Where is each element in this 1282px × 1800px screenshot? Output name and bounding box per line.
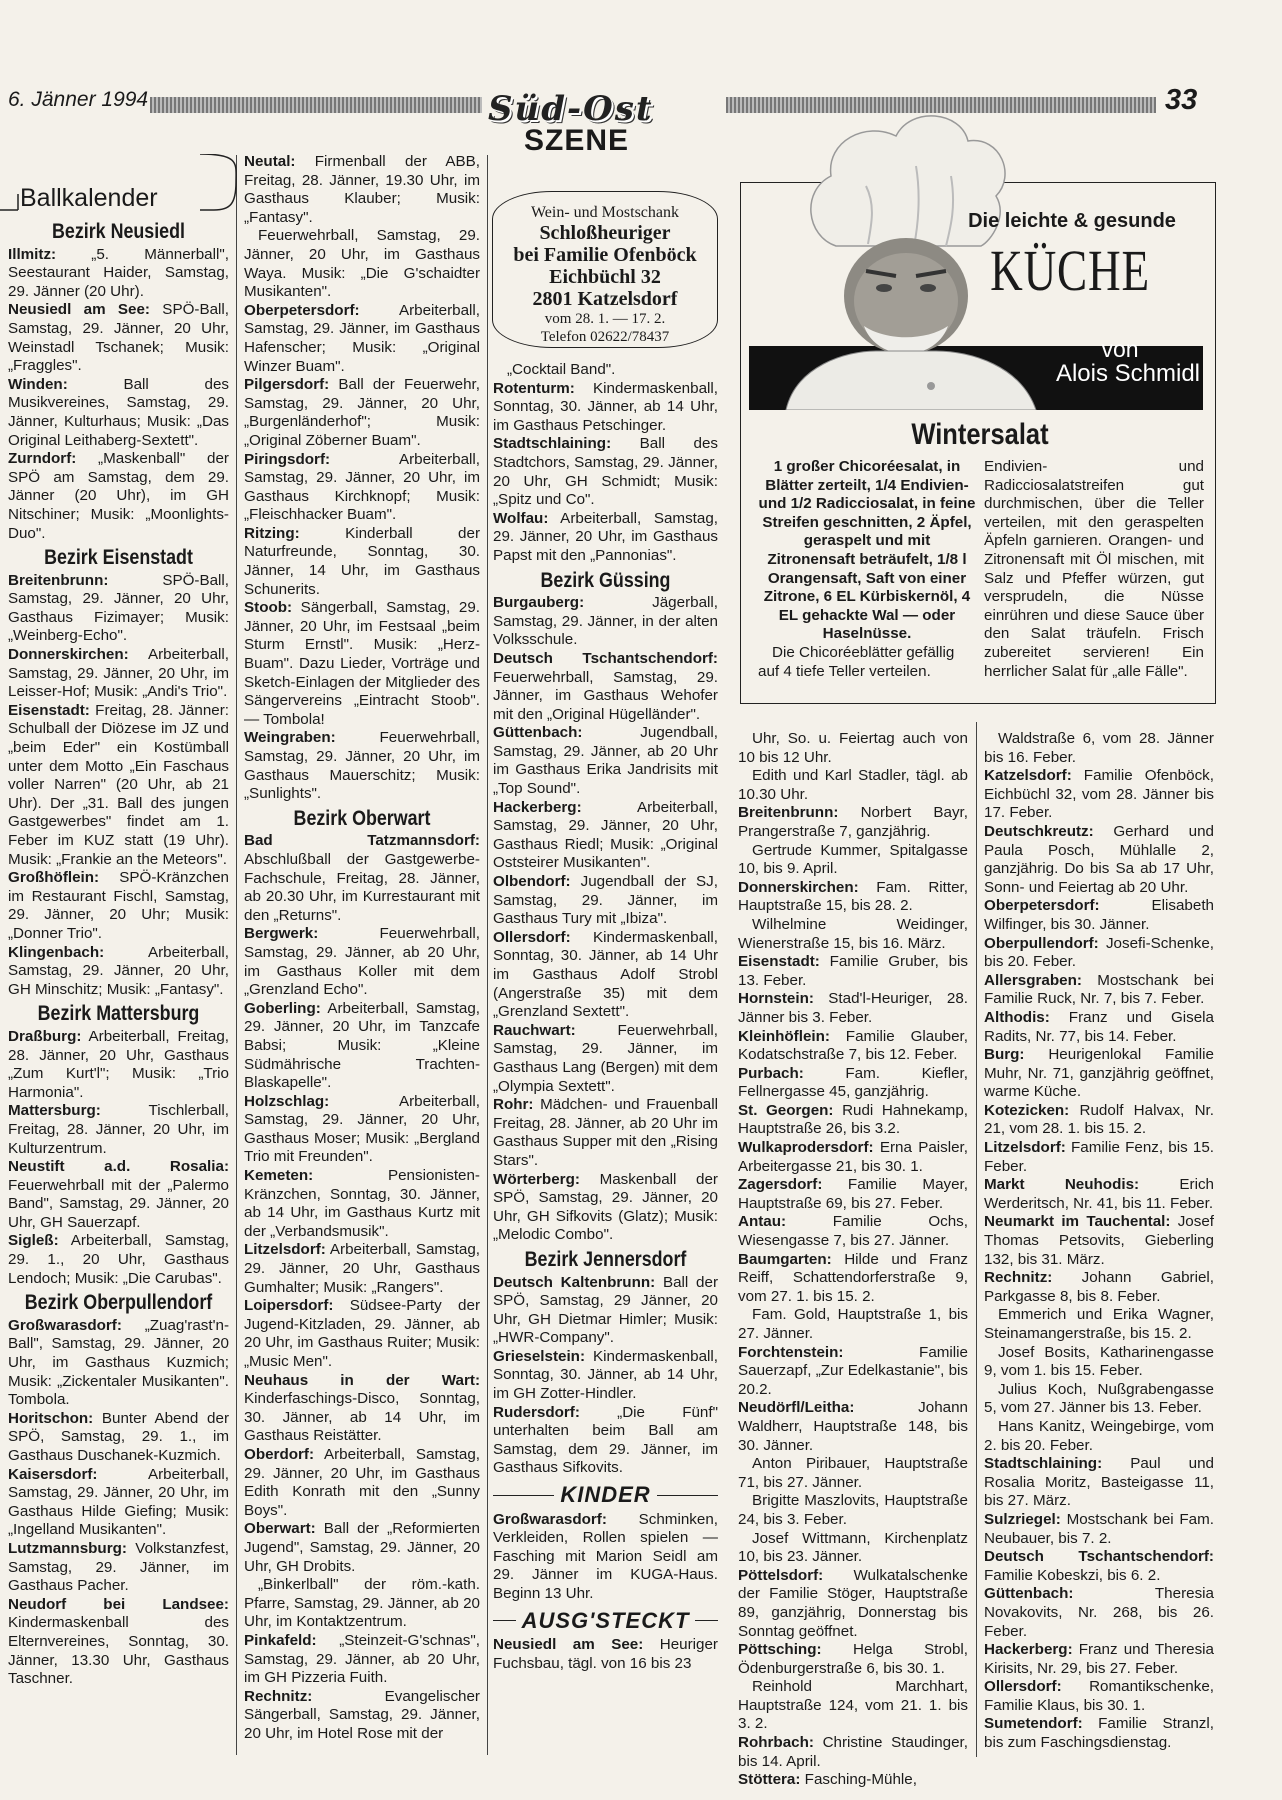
listing-entry: Donnerskirchen: Arbeiterball, Samstag, 29. Jänner, 20 Uhr, im Leisser-Hof; Musik: „Andi's Trio". — [8, 646, 229, 701]
listing-entry: Stöttera: Fasching-Mühle, — [738, 1771, 917, 1789]
listing-entry: Illmitz: „5. Männerball", Seestaurant Haider, Samstag, 29. Jänner (20 Uhr). — [8, 245, 229, 300]
listing-entry: Rohrbach: Christine Staudinger, bis 14. April. — [738, 1734, 968, 1770]
listing-entry: Althodis: Franz und Gisela Radits, Nr. 77, bis 14. Feber. — [984, 1008, 1214, 1045]
listing-entry: Deutsch Tschantschendorf: Feuerwehrball, Samstag, 29. Jänner, im Gasthaus Wehofer mit den „Original Hügelländer". — [493, 649, 718, 723]
listing-entry: Oberpullendorf: Josefi-Schenke, bis 20. Feber. — [984, 934, 1214, 971]
listing-entry: Horitschon: Bunter Abend der SPÖ, Samstag, 29. 1., im Gasthaus Duschanek-Kuzmich. — [8, 1409, 229, 1464]
listing-entry: Wilhelmine Weidinger, Wienerstraße 15, bis 16. März. — [738, 915, 968, 952]
listing-entry: Hornstein: Stad'l-Heuriger, 28. Jänner bis 3. Feber. — [738, 990, 968, 1026]
listing-entry: Loipersdorf: Südsee-Party der Jugend-Kitzladen, 29. Jänner, ab 20 Uhr, im Gasthaus Ruiter; Musik: „Music Men". — [244, 1297, 480, 1370]
listing-entry: Stadtschlaining: Ball des Stadtchors, Samstag, 29. Jänner, 20 Uhr, GH Schmidt; Musik: „Spitz und Co". — [493, 435, 718, 509]
column-rule — [976, 722, 977, 1757]
column-rule — [236, 155, 237, 1755]
listing-entry: Breitenbrunn: SPÖ-Ball, Samstag, 29. Jänner, 20 Uhr, Gasthaus Fizimayer; Musik: „Weinberg-Echo". — [8, 571, 229, 645]
listing-entry: Emmerich und Erika Wagner, Steinamangerstraße, bis 15. 2. — [984, 1306, 1214, 1342]
column-4 — [738, 730, 968, 1790]
listing-entry: Rechnitz: Evangelischer Sängerball, Samstag, 29. Jänner, 20 Uhr, im Hotel Rose mit der — [244, 1687, 480, 1742]
listing-entry: Katzelsdorf: Familie Ofenböck, Eichbüchl 32, vom 28. Jänner bis 17. Feber. — [984, 767, 1214, 822]
listing-entry: Neudörfl/Leitha: Johann Waldherr, Hauptstraße 148, bis 30. Jänner. — [738, 1399, 968, 1454]
listing-entry: Litzelsdorf: Arbeiterball, Samstag, 29. Jänner, 20 Uhr, Gasthaus Gumhalter; Musik: „Rangers". — [244, 1241, 480, 1296]
listing-entry: Donnerskirchen: Fam. Ritter, Hauptstraße 15, bis 28. 2. — [738, 878, 968, 915]
section-subheading: KINDER — [493, 1486, 718, 1505]
listing-entry: Pilgersdorf: Ball der Feuerwehr, Samstag, 29. Jänner, 20 Uhr, „Burgenländerhof"; Musik: „Original Zöberner Buam". — [244, 376, 480, 449]
listing-entry: Winden: Ball des Musikvereines, Samstag, 29. Jänner, Kulturhaus; Musik: „Das Original Leithaberg-Sextett". — [8, 375, 229, 449]
listing-entry: Eisenstadt: Familie Gruber, bis 13. Feber. — [738, 953, 968, 989]
listing-entry: Kemeten: Pensionisten-Kränzchen, Sonntag, 30. Jänner, ab 14 Uhr, im Gasthaus Kurtz mit der „Verbandsmusik". — [244, 1167, 480, 1240]
schlossheuriger-ad: Wein- und Mostschank Schloßheuriger bei Familie Ofenböck Eichbüchl 32 2801 Katzelsdorf vom 28. 1. — 17. 2. Telefon 02622/78437 — [492, 191, 718, 348]
listing-entry: Oberdorf: Arbeiterball, Samstag, 29. Jänner, 20 Uhr, im Gasthaus Edith Konrath mit den „Sunny Boys". — [244, 1445, 480, 1519]
listing-entry: Eisenstadt: Freitag, 28. Jänner: Schulball der Diözese im JZ und „beim Eder" ein Kostümball unter dem Motto „Ein Faschaus voller Narren" (20 Uhr, ab 21 Uhr). Der „31. Ball des jungen Gastgewerbes" findet am 1. Feber im KUZ statt (19 Uhr). Musik: „Frankie an the Meteors". — [8, 701, 229, 868]
listing-entry: Neudorf bei Landsee: Kindermaskenball des Elternvereines, Sonntag, 30. Jänner, 13.30 Uhr, Gasthaus Taschner. — [8, 1595, 229, 1688]
listing-entry: Neutal: Firmenball der ABB, Freitag, 28. Jänner, 19.30 Uhr, im Gasthaus Klauber; Musik: „Fantasy". — [244, 153, 480, 226]
listing-entry: Litzelsdorf: Familie Fenz, bis 15. Feber. — [984, 1139, 1214, 1175]
listing-entry: Sumetendorf: Familie Stranzl, bis zum Faschingsdienstag. — [984, 1715, 1214, 1752]
listing-entry: Waldstraße 6, vom 28. Jänner bis 16. Feber. — [984, 730, 1214, 766]
listing-entry: Uhr, So. u. Feiertag auch von 10 bis 12 Uhr. — [738, 730, 968, 766]
listing-entry: „Cocktail Band". — [507, 361, 616, 378]
listing-entry: Neuhaus in der Wart: Kinderfaschings-Disco, Sonntag, 30. Jänner, ab 14 Uhr, im Gasthaus Reistätter. — [244, 1371, 480, 1445]
section-subheading: AUSG'STECKT — [493, 1612, 718, 1631]
listing-entry: Bergwerk: Feuerwehrball, Samstag, 29. Jänner, ab 20 Uhr, im Gasthaus Koller mit dem „Grenzland Echo". — [244, 925, 480, 999]
listing-entry: Allersgraben: Mostschank bei Familie Ruck, Nr. 7, bis 7. Feber. — [984, 971, 1214, 1008]
listing-entry: Stadtschlaining: Paul und Rosalia Moritz, Basteigasse 11, bis 27. März. — [984, 1455, 1214, 1510]
listing-entry: Deutsch Kaltenbrunn: Ball der SPÖ, Samstag, 29 Jänner, 20 Uhr, GH Dietmar Himler; Musik: „HWR-Company". — [493, 1273, 718, 1347]
listing-entry: Burgauberg: Jägerball, Samstag, 29. Jänner, in der alten Volksschule. — [493, 594, 718, 649]
page-number: 33 — [1165, 84, 1198, 116]
listing-entry: Pinkafeld: „Steinzeit-G'schnas", Samstag, 29. Jänner, ab 20 Uhr, im GH Pizzeria Fuith. — [244, 1631, 480, 1687]
column-rule — [487, 155, 488, 1755]
listing-entry: Olbendorf: Jugendball der SJ, Samstag, 29. Jänner, im Gasthaus Tury mit „Ibiza". — [493, 873, 718, 928]
district-heading: Bezirk Jennersdorf — [524, 1247, 687, 1271]
listing-entry: Neumarkt im Tauchental: Josef Thomas Petsovits, Gieberling 132, bis 31. März. — [984, 1213, 1214, 1268]
listing-entry: Grieselstein: Kindermaskenball, Sonntag, 30. Jänner, ab 14 Uhr, im GH Zotter-Hindler. — [493, 1347, 718, 1403]
listing-entry: Antau: Familie Ochs, Wiesengasse 7, bis 27. Jänner. — [738, 1213, 968, 1250]
listing-entry: St. Georgen: Rudi Hahnekamp, Hauptstraße 26, bis 3.2. — [738, 1101, 968, 1138]
listing-entry: Zurndorf: „Maskenball" der SPÖ am Samstag, dem 29. Jänner (20 Uhr), im GH Nitschiner; Musik: „Moonlights-Duo". — [8, 450, 229, 542]
listing-entry: Güttenbach: Jugendball, Samstag, 29. Jänner, ab 20 Uhr im Gasthaus Erika Jandrisits mit „Top Sound". — [493, 724, 718, 798]
listing-entry: Wulkaprodersdorf: Erna Paisler, Arbeitergasse 21, bis 30. 1. — [738, 1139, 968, 1175]
kueche-author: Alois Schmidl — [1055, 360, 1200, 387]
listing-entry: Zagersdorf: Familie Mayer, Hauptstraße 69, bis 27. Feber. — [738, 1176, 968, 1212]
listing-entry: Julius Koch, Nußgrabengasse 5, vom 27. Jänner bis 13. Feber. — [984, 1380, 1214, 1417]
listing-entry: Rohr: Mädchen- und Frauenball Freitag, 28. Jänner, ab 20 Uhr im Gasthaus Supper mit den „Rising Stars". — [493, 1096, 718, 1169]
listing-entry: Großhöflein: SPÖ-Kränzchen im Restaurant Fischl, Samstag, 29. Jänner, 20 Uhr; Musik: „Donner Trio". — [8, 869, 229, 942]
listing-entry: Ollersdorf: Romantikschenke, Familie Klaus, bis 30. 1. — [984, 1678, 1214, 1714]
listing-entry: Goberling: Arbeiterball, Samstag, 29. Jänner, 20 Uhr, im Tanzcafe Babsi; Musik: „Kleine Südmährische Trachten-Blaskapelle". — [244, 999, 480, 1092]
listing-entry: Kotezicken: Rudolf Halvax, Nr. 21, vom 28. 1. bis 15. 2. — [984, 1101, 1214, 1138]
listing-entry: Reinhold Marchhart, Hauptstraße 124, vom 21. 1. bis 3. 2. — [738, 1678, 968, 1733]
listing-entry: Forchtenstein: Familie Sauerzapf, „Zur Edelkastanie", bis 20.2. — [738, 1343, 968, 1398]
listing-entry: Deutsch Tschantschendorf: Familie Kobeskzi, bis 6. 2. — [984, 1548, 1214, 1584]
listing-entry: Rotenturm: Kindermaskenball, Sonntag, 30. Jänner, ab 14 Uhr, im Gasthaus Petschinger. — [493, 379, 718, 434]
listing-entry: Josef Wittmann, Kirchenplatz 10, bis 23. Jänner. — [738, 1529, 968, 1566]
district-heading: Bezirk Oberwart — [293, 806, 431, 830]
header-rule-left — [150, 97, 482, 113]
issue-date: 6. Jänner 1994 — [8, 88, 149, 111]
listing-entry: Brigitte Maszlovits, Hauptstraße 24, bis 3. Feber. — [738, 1492, 968, 1528]
district-heading: Bezirk Mattersburg — [37, 1002, 200, 1026]
listing-entry: Draßburg: Arbeiterball, Freitag, 28. Jänner, 20 Uhr, Gasthaus „Zum Kurt'l"; Musik: „Trio Harmonia". — [8, 1027, 229, 1101]
listing-entry: Güttenbach: Theresia Novakovits, Nr. 268, bis 26. Feber. — [984, 1585, 1214, 1640]
ballkalender-heading: Ballkalender — [0, 154, 248, 214]
listing-entry: Stoob: Sängerball, Samstag, 29. Jänner, 20 Uhr, im Festsaal „beim Sturm Ernstl". Musik: „Herz-Buam". Dazu Lieder, Vorträge und Sketch-Einlagen der Mitglieder des Sängervereins „Eintracht Stoob". — Tombola! — [244, 599, 480, 728]
listing-entry: Burg: Heurigenlokal Familie Muhr, Nr. 71, ganzjährig geöffnet, warme Küche. — [984, 1046, 1214, 1101]
listing-entry: Sigleß: Arbeiterball, Samstag, 29. 1., 20 Uhr, Gasthaus Lendoch; Musik: „Die Carubas". — [8, 1232, 229, 1287]
column-1 — [8, 217, 229, 1689]
listing-entry: Kleinhöflein: Familie Glauber, Kodatschstraße 7, bis 12. Feber. — [738, 1027, 968, 1064]
listing-entry: Hans Kanitz, Weingebirge, vom 2. bis 20. Feber. — [984, 1417, 1214, 1454]
listing-entry: Gertrude Kummer, Spitalgasse 10, bis 9. April. — [738, 841, 968, 878]
listing-entry: Josef Bosits, Katharinengasse 9, vom 1. bis 15. Feber. — [984, 1343, 1214, 1380]
listing-entry: Ollersdorf: Kindermaskenball, Sonntag, 30. Jänner, ab 14 Uhr im Gasthaus Adolf Strobl (Angerstraße 35) mit dem „Grenzland Sextett". — [493, 928, 718, 1021]
listing-entry: Lutzmannsburg: Volkstanzfest, Samstag, 29. Jänner, im Gasthaus Pacher. — [8, 1539, 229, 1595]
column-5 — [984, 730, 1214, 1753]
listing-entry: Oberwart: Ball der „Reformierten Jugend", Samstag, 29. Jänner, 20 Uhr, GH Drobits. — [244, 1520, 480, 1575]
recipe-ingredients-column: 1 großer Chicoréesalat, in Blätter zerteilt, 1/4 Endivien- und 1/2 Radicciosalat, in feine Streifen geschnitten, 2 Äpfel, geraspelt und mit Zitronensaft beträufelt, 1/8 l Orangensaft, Saft von einer Zitrone, 6 EL Kürbiskernöl, 4 EL gehackte Wal — oder Haselnüsse. Die Chicoréeblätter gefällig auf 4 tiefe Teller verteilen. — [758, 458, 976, 680]
listing-entry: Holzschlag: Arbeiterball, Samstag, 29. Jänner, 20 Uhr, Gasthaus Moser; Musik: „Bergland Trio mit Freunden". — [244, 1092, 480, 1166]
listing-entry: Rechnitz: Johann Gabriel, Parkgasse 8, bis 8. Feber. — [984, 1269, 1214, 1305]
listing-entry: „Binkerlball" der röm.-kath. Pfarre, Samstag, 29. Jänner, ab 20 Uhr, im Kontaktzentrum. — [244, 1576, 480, 1631]
listing-entry: Neusiedl am See: Heuriger Fuchsbau, tägl. von 16 bis 23 — [493, 1636, 718, 1672]
listing-entry: Oberpetersdorf: Arbeiterball, Samstag, 29. Jänner, im Gasthaus Hafenscher; Musik: „Original Winzer Buam". — [244, 301, 480, 375]
listing-entry: Neusiedl am See: SPÖ-Ball, Samstag, 29. Jänner, 20 Uhr, Weinstadl Tschanek; Musik: „Fraggles". — [8, 301, 229, 375]
column-3 — [493, 361, 718, 1673]
listing-entry: Markt Neuhodis: Erich Werderitsch, Nr. 41, bis 11. Feber. — [984, 1176, 1214, 1212]
listing-entry: Feuerwehrball, Samstag, 29. Jänner, 20 Uhr, im Gasthaus Waya. Musik: „Die G'schaidter Musikanten". — [244, 227, 480, 301]
recipe-title: Wintersalat — [911, 418, 1049, 451]
listing-entry: Rudersdorf: „Die Fünf" unterhalten beim Ball am Samstag, dem 29. Jänner, im Gasthaus Sifkovits. — [493, 1403, 718, 1477]
listing-entry: Großwarasdorf: „Zuag'rast'n-Ball", Samstag, 29. Jänner, 20 Uhr, im Gasthaus Kuzmich; Musik: „Zickentaler Musikanten". Tombola. — [8, 1316, 229, 1409]
listing-entry: Pöttelsdorf: Wulkatalschenke der Familie Stöger, Hauptstraße 89, ganzjährig, Donnerstag bis Sonntag geöffnet. — [738, 1566, 968, 1640]
sued-ost-szene-logo: Süd-Ost SZENE — [488, 89, 654, 157]
listing-entry: Anton Piribauer, Hauptstraße 71, bis 27. Jänner. — [738, 1455, 968, 1491]
listing-entry: Mattersburg: Tischlerball, Freitag, 28. Jänner, 20 Uhr, im Kulturzentrum. — [8, 1102, 229, 1157]
listing-entry: Klingenbach: Arbeiterball, Samstag, 29. Jänner, 20 Uhr, GH Minschitz; Musik: „Fantasy". — [8, 943, 229, 998]
listing-entry: Oberpetersdorf: Elisabeth Wilfinger, bis 30. Jänner. — [984, 897, 1214, 933]
listing-entry: Ritzing: Kinderball der Naturfreunde, Sonntag, 30. Jänner, 14 Uhr, im Gasthaus Schunerits. — [244, 524, 480, 598]
listing-entry: Baumgarten: Hilde und Franz Reiff, Schattendorferstraße 9, vom 27. 1. bis 15. 2. — [738, 1250, 968, 1305]
listing-entry: Weingraben: Feuerwehrball, Samstag, 29. Jänner, 20 Uhr, im Gasthaus Mauerschitz; Musik: „Sunlights". — [244, 729, 480, 803]
district-heading: Bezirk Güssing — [540, 568, 671, 592]
listing-entry: Wolfau: Arbeiterball, Samstag, 29. Jänner, 20 Uhr, im Gasthaus Papst mit den „Pannonias". — [493, 509, 718, 564]
kueche-title: KÜCHE — [990, 238, 1150, 303]
listing-entry: Großwarasdorf: Schminken, Verkleiden, Rollen spielen — Fasching mit Marion Seidl am 29. Jänner im KUGA-Haus. Beginn 13 Uhr. — [493, 1510, 718, 1602]
listing-entry: Neustift a.d. Rosalia: Feuerwehrball mit der „Palermo Band", Samstag, 29. Jänner, 20 Uhr, GH Sauerzapf. — [8, 1158, 229, 1231]
listing-entry: Edith und Karl Stadler, tägl. ab 10.30 Uhr. — [738, 767, 968, 803]
kueche-kicker: Die leichte & gesunde — [968, 210, 1176, 232]
district-heading: Bezirk Eisenstadt — [44, 546, 193, 570]
district-heading: Bezirk Neusiedl — [52, 220, 185, 243]
recipe-instructions-column: Endivien- und Radicciosalatstreifen gut durchmischen, über die Teller verteilen, mit den geraspelten Äpfeln garnieren. Orangen- und Zitronensaft mit Öl mischen, mit Salz und Pfeffer würzen, gut versprudeln, die Nüsse einrühren und diese Sauce über den Salat träufeln. Frisch zubereitet servieren! Ein herrlicher Salat für „alle Fälle". — [984, 458, 1204, 680]
listing-entry: Hackerberg: Arbeiterball, Samstag, 29. Jänner, 20 Uhr, Gasthaus Riedl; Musik: „Original Oststeirer Musikanten". — [493, 798, 718, 872]
listing-entry: Wörterberg: Maskenball der SPÖ, Samstag, 29. Jänner, 20 Uhr, GH Sifkovits (Glatz); Musik: „Melodic Combo". — [493, 1170, 718, 1244]
listing-entry: Piringsdorf: Arbeiterball, Samstag, 29. Jänner, 20 Uhr, im Gasthaus Kirchknopf; Musik: „Fleischhacker Buam". — [244, 450, 480, 524]
listing-entry: Rauchwart: Feuerwehrball, Samstag, 29. Jänner, im Gasthaus Lang (Bergen) mit dem „Olympia Sextett". — [493, 1021, 718, 1095]
listing-entry: Fam. Gold, Hauptstraße 1, bis 27. Jänner. — [738, 1306, 968, 1342]
listing-entry: Breitenbrunn: Norbert Bayr, Prangerstraße 7, ganzjährig. — [738, 804, 968, 840]
listing-entry: Hackerberg: Franz und Theresia Kirisits, Nr. 29, bis 27. Feber. — [984, 1641, 1214, 1677]
listing-entry: Pöttsching: Helga Strobl, Ödenburgerstraße 6, bis 30. 1. — [738, 1641, 968, 1677]
listing-entry: Sulzriegel: Mostschank bei Fam. Neubauer, bis 7. 2. — [984, 1510, 1214, 1547]
listing-entry: Kaisersdorf: Arbeiterball, Samstag, 29. Jänner, 20 Uhr, im Gasthaus Hilde Giefing; Musik: „Ingelland Musikanten". — [8, 1465, 229, 1539]
district-heading: Bezirk Oberpullendorf — [24, 1291, 213, 1315]
listing-entry: Purbach: Fam. Kiefler, Fellnergasse 45, ganzjährig. — [738, 1064, 968, 1101]
listing-entry: Bad Tatzmannsdorf: Abschlußball der Gastgewerbe-Fachschule, Freitag, 28. Jänner, ab 20.30 Uhr, im Kurrestaurant mit den „Returns". — [244, 832, 480, 924]
listing-entry: Deutschkreutz: Gerhard und Paula Posch, Mühlalle 2, ganzjährig. Do bis Sa ab 17 Uhr, Sonn- und Feiertag ab 20 Uhr. — [984, 822, 1214, 896]
column-2 — [244, 153, 480, 1743]
kueche-von: von — [1101, 336, 1139, 362]
